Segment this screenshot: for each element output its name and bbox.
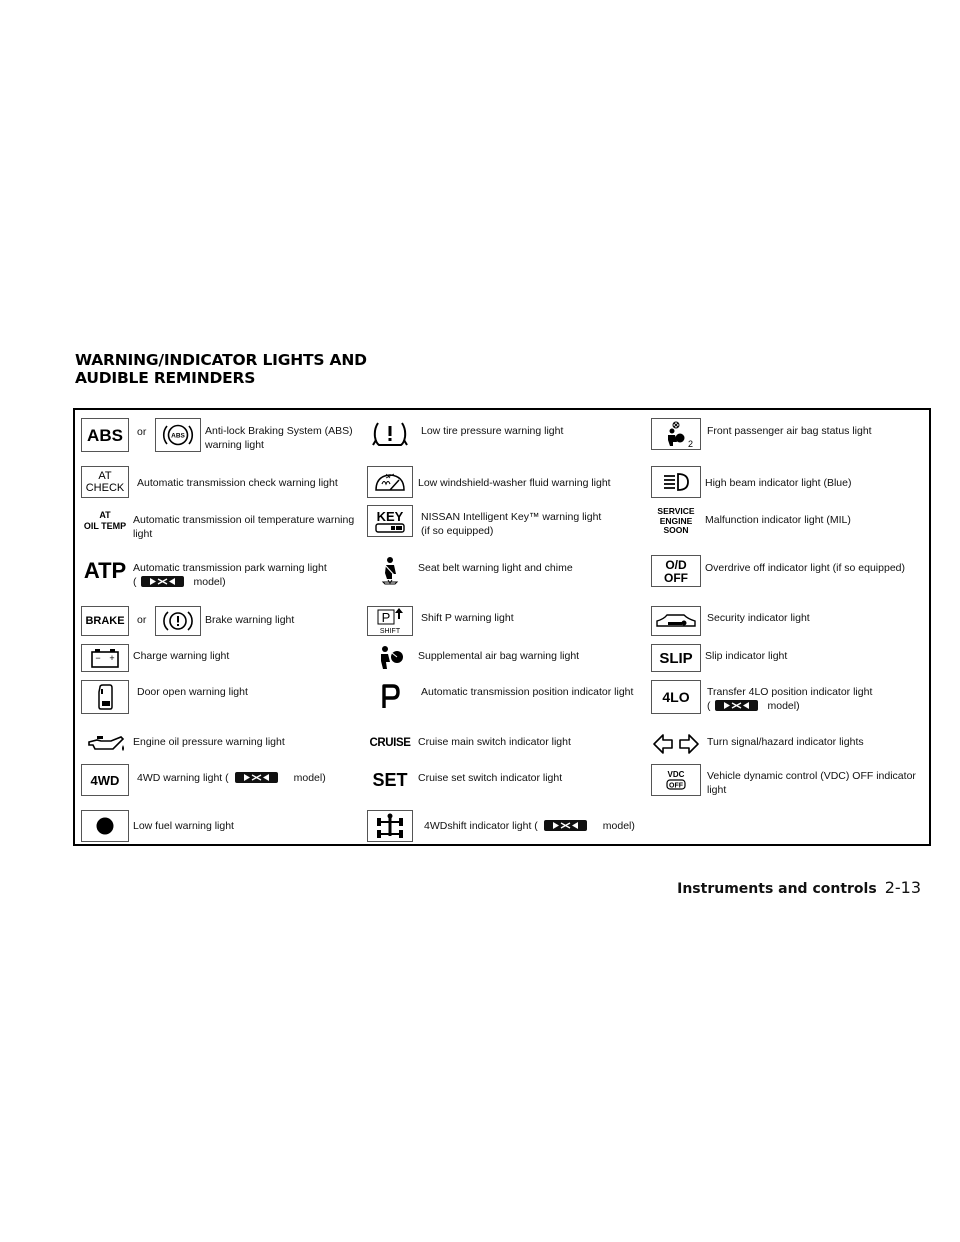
or-connector: or (137, 426, 147, 438)
four-lo-icon: 4LO (651, 680, 701, 714)
cruise-label: Cruise main switch indicator light (418, 736, 571, 748)
cruise-icon: CRUISE (367, 728, 413, 760)
svg-text:P: P (381, 610, 391, 625)
svg-text:2: 2 (688, 439, 694, 449)
oil-can-icon (81, 728, 129, 760)
airbag-icon (367, 644, 413, 672)
brake-icon: BRAKE (81, 606, 129, 636)
four-by-four-badge (715, 700, 758, 711)
security-icon (651, 606, 701, 636)
footer-section-title: Instruments and controls (677, 881, 877, 897)
key-label-2: (if so equipped) (421, 525, 494, 537)
charge-label: Charge warning light (133, 650, 230, 662)
four-lo-label-1: Transfer 4LO position indicator light (707, 686, 873, 698)
battery-icon (81, 644, 129, 672)
atp-icon: ATP (81, 555, 129, 587)
at-position-label: Automatic transmission position indicator light (421, 686, 634, 698)
washer-label: Low windshield-washer fluid warning light (418, 477, 611, 489)
four-wd-label: 4WD warning light ( model) (137, 772, 326, 784)
vdc-label-1: Vehicle dynamic control (VDC) OFF indicator (707, 770, 916, 782)
set-icon: SET (367, 764, 413, 796)
heading-line-2: AUDIBLE REMINDERS (75, 369, 256, 387)
security-label: Security indicator light (707, 612, 810, 624)
shift-p-label: Shift P warning light (421, 612, 514, 624)
washer-fluid-icon (367, 466, 413, 498)
at-check-label: Automatic transmission check warning light (137, 477, 338, 489)
intelligent-key-icon: KEY (367, 505, 413, 537)
atp-label-2: ( model) (133, 576, 226, 588)
abs-circle-text: ABS (171, 432, 185, 440)
high-beam-label: High beam indicator light (Blue) (705, 477, 852, 489)
service-engine-soon-icon: SERVICE ENGINE SOON (651, 505, 701, 537)
passenger-airbag-icon (651, 418, 701, 450)
atp-label-1: Automatic transmission park warning light (133, 562, 327, 574)
or-connector: or (137, 614, 147, 626)
abs-label-2: warning light (205, 439, 264, 451)
slip-label: Slip indicator light (705, 650, 788, 662)
four-wd-shift-label: 4WDshift indicator light ( model) (424, 820, 635, 832)
indicator-lights-table (73, 408, 931, 846)
tire-label: Low tire pressure warning light (421, 425, 564, 437)
page-footer (677, 878, 921, 897)
at-check-icon: AT CHECK (81, 466, 129, 498)
four-by-four-badge (141, 576, 184, 587)
four-wd-icon: 4WD (81, 764, 129, 796)
turn-signal-icon (651, 728, 701, 760)
four-wd-shift-icon (367, 810, 413, 842)
abs-icon: ABS (81, 418, 129, 452)
at-position-icon (367, 680, 413, 714)
svg-text:SHIFT: SHIFT (379, 628, 401, 635)
brake-label: Brake warning light (205, 614, 295, 626)
od-label: Overdrive off indicator light (if so equipped) (705, 562, 905, 574)
key-label-1: NISSAN Intelligent Key™ warning light (421, 511, 602, 523)
mil-label: Malfunction indicator light (MIL) (705, 514, 851, 526)
abs-circle-icon (155, 418, 201, 452)
fuel-label: Low fuel warning light (133, 820, 234, 832)
at-oil-temp-icon: AT OIL TEMP (81, 505, 129, 537)
page-number: 2-13 (884, 878, 921, 897)
section-heading (75, 351, 367, 387)
tire-pressure-icon (367, 418, 413, 450)
set-label: Cruise set switch indicator light (418, 772, 563, 784)
heading-line-1: WARNING/INDICATOR LIGHTS AND (75, 351, 367, 369)
svg-text:VDC: VDC (667, 770, 685, 779)
seatbelt-icon (367, 555, 413, 587)
at-oil-label-2: light (133, 528, 153, 540)
vdc-label-2: light (707, 784, 727, 796)
passenger-label: Front passenger air bag status light (707, 425, 872, 437)
vdc-off-icon (651, 764, 701, 796)
slip-icon: SLIP (651, 644, 701, 672)
door-open-icon (81, 680, 129, 714)
airbag-label: Supplemental air bag warning light (418, 650, 580, 662)
shift-p-icon (367, 606, 413, 636)
abs-label-1: Anti-lock Braking System (ABS) (205, 425, 353, 437)
seatbelt-label: Seat belt warning light and chime (418, 562, 573, 574)
svg-text:OFF: OFF (669, 782, 683, 790)
four-by-four-badge (235, 772, 278, 783)
low-fuel-icon (81, 810, 129, 842)
high-beam-icon (651, 466, 701, 498)
svg-text:+: + (109, 653, 115, 663)
oil-label: Engine oil pressure warning light (133, 736, 285, 748)
brake-circle-icon (155, 606, 201, 636)
turn-label: Turn signal/hazard indicator lights (707, 736, 864, 748)
door-label: Door open warning light (137, 686, 248, 698)
svg-text:−: − (95, 653, 101, 663)
od-off-icon: O/D OFF (651, 555, 701, 587)
at-oil-label-1: Automatic transmission oil temperature warning (133, 514, 355, 526)
four-lo-label-2: ( model) (707, 700, 800, 712)
four-by-four-badge (544, 820, 587, 831)
